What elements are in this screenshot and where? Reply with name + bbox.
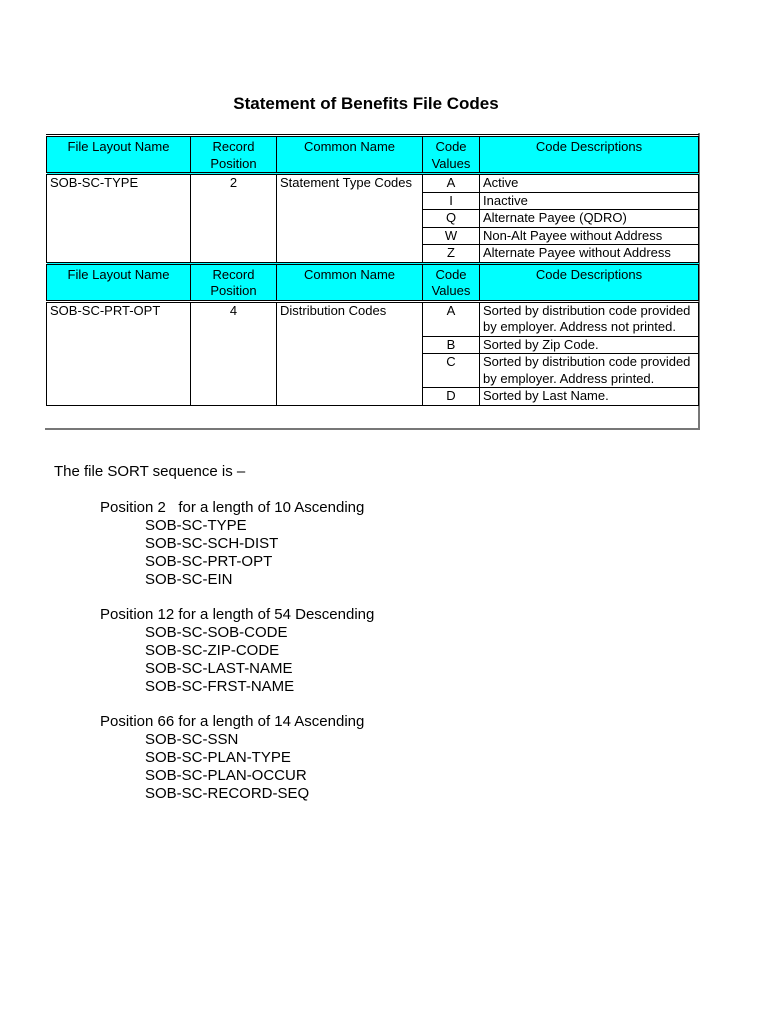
header-file-layout-name: File Layout Name [47,136,191,174]
header-record-position: Record Position [191,136,277,174]
sort-field: SOB-SC-PLAN-TYPE [145,749,291,766]
table-row [47,301,699,336]
header-code-descriptions: Code Descriptions [480,136,699,174]
record-position-cell: 4 [191,301,277,405]
file-codes-table [46,134,699,406]
sort-field: SOB-SC-EIN [145,571,233,588]
sort-field: SOB-SC-PRT-OPT [145,553,273,570]
code-value-cell: Q [423,210,480,228]
record-position-cell: 2 [191,174,277,264]
code-value-cell: Z [423,245,480,264]
sort-field: SOB-SC-RECORD-SEQ [145,785,310,802]
code-description-cell: Sorted by distribution code provided by employer. Address printed. [480,354,699,388]
code-value-cell: W [423,227,480,245]
code-value-cell: B [423,336,480,354]
header-common-name: Common Name [277,136,423,174]
table-header-row [47,263,699,301]
code-description-cell: Sorted by Zip Code. [480,336,699,354]
sort-field: SOB-SC-SCH-DIST [145,535,279,552]
code-description-cell: Inactive [480,192,699,210]
sort-field: SOB-SC-SSN [145,731,239,748]
document-title: Statement of Benefits File Codes [233,94,499,113]
sort-block [100,713,364,803]
sort-field: SOB-SC-ZIP-CODE [145,642,280,659]
header-common-name: Common Name [277,263,423,301]
sort-field: SOB-SC-LAST-NAME [145,660,293,677]
sort-position-line: Position 2 for a length of 10 Ascending [100,499,365,516]
sort-position-line: Position 12 for a length of 54 Descending [100,606,375,623]
header-code-values: Code Values [423,136,480,174]
common-name-cell: Statement Type Codes [277,174,423,264]
code-value-cell: D [423,388,480,406]
table-header-row [47,136,699,174]
code-description-cell: Sorted by distribution code provided by employer. Address not printed. [480,301,699,336]
code-description-cell: Alternate Payee without Address [480,245,699,264]
sort-block [100,606,374,696]
layout-name-cell: SOB-SC-TYPE [47,174,191,264]
code-value-cell: A [423,174,480,193]
code-description-cell: Sorted by Last Name. [480,388,699,406]
code-value-cell: I [423,192,480,210]
code-value-cell: A [423,301,480,336]
header-file-layout-name: File Layout Name [47,263,191,301]
header-record-position: Record Position [191,263,277,301]
layout-name-cell: SOB-SC-PRT-OPT [47,301,191,405]
sort-position-line: Position 66 for a length of 14 Ascending [100,713,365,730]
code-value-cell: C [423,354,480,388]
sort-sequence-intro: The file SORT sequence is – [54,463,246,480]
code-description-cell: Non-Alt Payee without Address [480,227,699,245]
sort-field: SOB-SC-TYPE [145,517,247,534]
sort-field: SOB-SC-PLAN-OCCUR [145,767,307,784]
header-code-descriptions: Code Descriptions [480,263,699,301]
sort-field: SOB-SC-FRST-NAME [145,678,295,695]
common-name-cell: Distribution Codes [277,301,423,405]
sort-field: SOB-SC-SOB-CODE [145,624,288,641]
code-description-cell: Active [480,174,699,193]
code-description-cell: Alternate Payee (QDRO) [480,210,699,228]
header-code-values: Code Values [423,263,480,301]
sort-block [100,499,364,589]
table-row [47,174,699,193]
